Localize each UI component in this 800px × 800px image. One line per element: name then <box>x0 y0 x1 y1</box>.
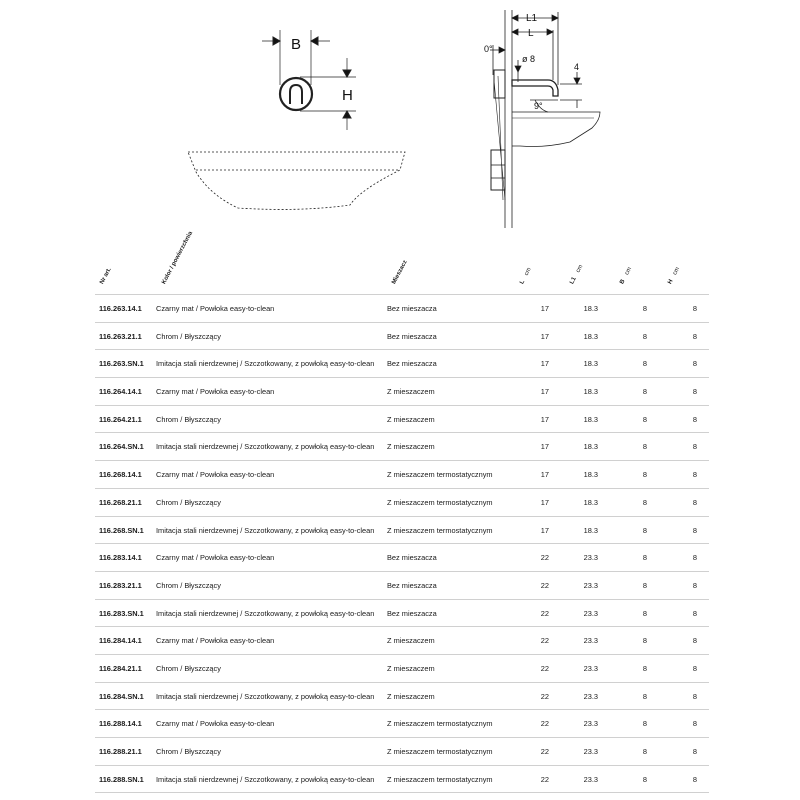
cell-b: 8 <box>642 442 647 452</box>
cell-mixer: Z mieszaczem termostatycznym <box>387 497 493 507</box>
cell-h: 8 <box>692 470 697 480</box>
cell-color: Czarny mat / Powłoka easy-to-clean <box>156 470 275 480</box>
cell-mixer: Z mieszaczem <box>387 691 435 701</box>
cell-mixer: Bez mieszacza <box>387 553 437 563</box>
cell-h: 8 <box>692 691 697 701</box>
cell-l1: 18.3 <box>583 525 598 535</box>
front-view-drawing <box>188 30 405 209</box>
cell-mixer: Z mieszaczem <box>387 442 435 452</box>
cell-b: 8 <box>642 470 647 480</box>
cell-l: 22 <box>540 580 549 590</box>
cell-art: 116.268.14.1 <box>99 470 142 480</box>
cell-color: Chrom / Błyszczący <box>156 747 221 756</box>
cell-h: 8 <box>692 774 697 784</box>
cell-color: Czarny mat / Powłoka easy-to-clean <box>156 719 275 729</box>
cell-color: Czarny mat / Powłoka easy-to-clean <box>156 636 275 646</box>
table-row <box>95 322 709 350</box>
cell-h: 8 <box>692 304 697 313</box>
cell-b: 8 <box>642 636 647 646</box>
table-row <box>95 488 709 516</box>
cell-l: 17 <box>540 387 549 397</box>
cell-b: 8 <box>642 304 647 313</box>
label-diameter: ø 8 <box>522 54 536 64</box>
cell-l1: 23.3 <box>583 636 598 646</box>
cell-color: Czarny mat / Powłoka easy-to-clean <box>156 387 275 397</box>
cell-b: 8 <box>642 414 647 424</box>
cell-l: 17 <box>540 304 549 313</box>
table-row <box>95 405 709 433</box>
cell-mixer: Bez mieszacza <box>387 304 437 313</box>
cell-art: 116.284.SN.1 <box>99 691 144 701</box>
table-row <box>95 737 709 765</box>
header-mixer: Mieszacz <box>391 259 409 286</box>
cell-color: Czarny mat / Powłoka easy-to-clean <box>156 553 275 563</box>
cell-color: Chrom / Błyszczący <box>156 414 221 424</box>
cell-b: 8 <box>642 525 647 535</box>
table-row <box>95 571 709 599</box>
cell-color: Imitacja stali nierdzewnej / Szczotkowany, z powłoką easy-to-clean <box>156 691 375 701</box>
cell-h: 8 <box>692 636 697 646</box>
cell-art: 116.263.SN.1 <box>99 359 144 369</box>
cell-l1: 18.3 <box>583 359 598 369</box>
cell-l1: 23.3 <box>583 608 598 618</box>
cell-art: 116.268.SN.1 <box>99 525 144 535</box>
cell-art: 116.268.21.1 <box>99 497 142 507</box>
cell-art: 116.283.14.1 <box>99 553 142 563</box>
cell-mixer: Z mieszaczem <box>387 636 435 646</box>
cell-l: 22 <box>540 719 549 729</box>
cell-l: 17 <box>540 331 549 341</box>
table-row <box>95 460 709 488</box>
cell-l1: 18.3 <box>583 497 598 507</box>
cell-b: 8 <box>642 719 647 729</box>
table-row <box>95 377 709 405</box>
cell-color: Chrom / Błyszczący <box>156 497 221 507</box>
label-l: L <box>528 28 534 39</box>
side-view-drawing <box>490 10 600 228</box>
cell-h: 8 <box>692 387 697 397</box>
cell-h: 8 <box>692 719 697 729</box>
header-l1: L1cm <box>569 264 585 286</box>
cell-b: 8 <box>642 553 647 563</box>
header-color: Kolor / powierzchnia <box>161 231 195 286</box>
cell-color: Imitacja stali nierdzewnej / Szczotkowany, z powłoką easy-to-clean <box>156 442 375 452</box>
cell-mixer: Z mieszaczem termostatycznym <box>387 719 493 729</box>
cell-mixer: Z mieszaczem <box>387 387 435 397</box>
cell-h: 8 <box>692 414 697 424</box>
label-zero-deg: 0° <box>484 44 493 54</box>
cell-l: 17 <box>540 414 549 424</box>
cell-h: 8 <box>692 553 697 563</box>
cell-h: 8 <box>692 442 697 452</box>
cell-art: 116.288.14.1 <box>99 719 142 729</box>
cell-color: Czarny mat / Powłoka easy-to-clean <box>156 304 275 313</box>
cell-l1: 18.3 <box>583 470 598 480</box>
cell-l: 17 <box>540 359 549 369</box>
table-row <box>95 682 709 710</box>
cell-h: 8 <box>692 580 697 590</box>
cell-b: 8 <box>642 608 647 618</box>
label-b: B <box>291 36 302 53</box>
table-row <box>95 432 709 460</box>
table-row <box>95 599 709 627</box>
cell-l1: 23.3 <box>583 774 598 784</box>
cell-l: 22 <box>540 636 549 646</box>
table-row <box>95 294 709 322</box>
cell-b: 8 <box>642 497 647 507</box>
cell-l1: 23.3 <box>583 553 598 563</box>
table-row <box>95 516 709 544</box>
cell-l: 17 <box>540 525 549 535</box>
cell-l1: 18.3 <box>583 442 598 452</box>
cell-b: 8 <box>642 747 647 756</box>
cell-color: Imitacja stali nierdzewnej / Szczotkowany, z powłoką easy-to-clean <box>156 359 375 369</box>
table-row <box>95 543 709 571</box>
cell-h: 8 <box>692 608 697 618</box>
cell-l: 22 <box>540 608 549 618</box>
cell-l: 22 <box>540 774 549 784</box>
cell-mixer: Bez mieszacza <box>387 331 437 341</box>
cell-h: 8 <box>692 747 697 756</box>
cell-l: 22 <box>540 553 549 563</box>
cell-mixer: Bez mieszacza <box>387 580 437 590</box>
label-nine-deg: 9° <box>534 101 543 111</box>
cell-h: 8 <box>692 331 697 341</box>
table-row <box>95 626 709 654</box>
table-row <box>95 765 709 794</box>
table-header <box>95 232 709 294</box>
cell-mixer: Z mieszaczem <box>387 414 435 424</box>
cell-color: Chrom / Błyszczący <box>156 580 221 590</box>
table-body <box>95 294 709 793</box>
cell-mixer: Z mieszaczem termostatycznym <box>387 525 493 535</box>
cell-l1: 23.3 <box>583 719 598 729</box>
cell-art: 116.283.21.1 <box>99 580 142 590</box>
cell-mixer: Bez mieszacza <box>387 359 437 369</box>
cell-mixer: Z mieszaczem termostatycznym <box>387 470 493 480</box>
cell-art: 116.263.21.1 <box>99 331 142 341</box>
cell-l: 17 <box>540 442 549 452</box>
cell-h: 8 <box>692 525 697 535</box>
cell-l: 17 <box>540 470 549 480</box>
table-row <box>95 654 709 682</box>
table-row <box>95 349 709 377</box>
product-table <box>95 232 709 793</box>
cell-art: 116.264.14.1 <box>99 387 142 397</box>
cell-color: Chrom / Błyszczący <box>156 331 221 341</box>
cell-l1: 23.3 <box>583 691 598 701</box>
cell-art: 116.284.21.1 <box>99 663 142 673</box>
table-row <box>95 709 709 737</box>
label-four: 4 <box>574 62 580 72</box>
cell-art: 116.283.SN.1 <box>99 608 144 618</box>
cell-l1: 18.3 <box>583 304 598 313</box>
cell-b: 8 <box>642 691 647 701</box>
cell-art: 116.288.SN.1 <box>99 774 144 784</box>
label-h: H <box>342 87 353 104</box>
cell-color: Chrom / Błyszczący <box>156 663 221 673</box>
cell-art: 116.264.21.1 <box>99 414 142 424</box>
cell-art: 116.288.21.1 <box>99 747 142 756</box>
cell-l1: 23.3 <box>583 663 598 673</box>
cell-art: 116.264.SN.1 <box>99 442 144 452</box>
cell-h: 8 <box>692 359 697 369</box>
cell-mixer: Z mieszaczem <box>387 663 435 673</box>
header-l: Lcm <box>519 267 533 286</box>
header-art: Nr art. <box>99 267 113 286</box>
header-b: Bcm <box>619 266 634 286</box>
label-l1: L1 <box>526 13 538 24</box>
cell-b: 8 <box>642 663 647 673</box>
cell-l1: 23.3 <box>583 580 598 590</box>
cell-l1: 23.3 <box>583 747 598 756</box>
technical-drawings <box>0 0 800 235</box>
cell-l1: 18.3 <box>583 387 598 397</box>
cell-mixer: Z mieszaczem termostatycznym <box>387 774 493 784</box>
header-h: Hcm <box>667 266 682 286</box>
cell-b: 8 <box>642 387 647 397</box>
cell-l: 17 <box>540 497 549 507</box>
cell-color: Imitacja stali nierdzewnej / Szczotkowany, z powłoką easy-to-clean <box>156 608 375 618</box>
cell-l: 22 <box>540 691 549 701</box>
cell-h: 8 <box>692 663 697 673</box>
cell-color: Imitacja stali nierdzewnej / Szczotkowany, z powłoką easy-to-clean <box>156 525 375 535</box>
cell-color: Imitacja stali nierdzewnej / Szczotkowany, z powłoką easy-to-clean <box>156 774 375 784</box>
cell-mixer: Bez mieszacza <box>387 608 437 618</box>
cell-l1: 18.3 <box>583 331 598 341</box>
cell-b: 8 <box>642 359 647 369</box>
cell-l: 22 <box>540 663 549 673</box>
cell-h: 8 <box>692 497 697 507</box>
cell-b: 8 <box>642 774 647 784</box>
cell-l: 22 <box>540 747 549 756</box>
cell-l1: 18.3 <box>583 414 598 424</box>
cell-mixer: Z mieszaczem termostatycznym <box>387 747 493 756</box>
cell-art: 116.284.14.1 <box>99 636 142 646</box>
cell-b: 8 <box>642 580 647 590</box>
cell-art: 116.263.14.1 <box>99 304 142 313</box>
cell-b: 8 <box>642 331 647 341</box>
